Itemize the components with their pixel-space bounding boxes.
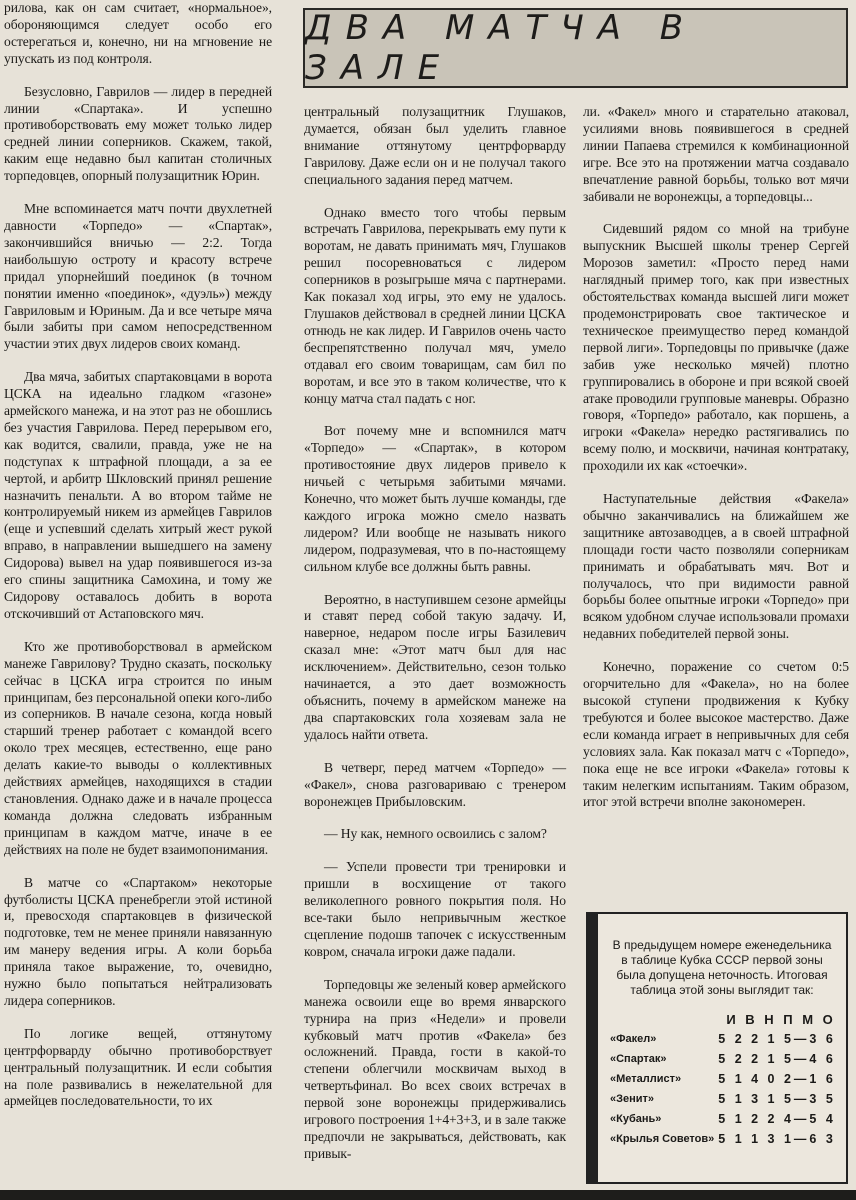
paragraph: Вероятно, в наступившем сезоне армейцы и ставят перед собой такую задачу. И, наверное, недаром после игры Базилевич сказал мне: «Этот матч был для нас исключением». Действительно, сезон только начинается, а это дает возможность объяснить, почему в армейском манеже на два спартаковских гола хозяевам зала не удалось найти ответа. bbox=[304, 591, 566, 742]
paragraph: Сидевший рядом со мной на трибуне выпускник Высшей школы тренер Сергей Морозов заметил: «Просто перед нами наглядный пример того, как при известных обстоятельствах команда высшей лиги может продемонстрировать свое тактическое и техническое преимущество перед командой первой лиги». Торпедовцы по привычке (даже забив уже несколько мячей) плотно группировались в обороне и при всякой своей атаке проводили групповые маневры. Образно говоря, «Торпедо» работало, как поршень, а игроки «Факела» нередко растягивались по всему полю, и москвичи, начиная контратаку, проходили их как «стоечки». bbox=[583, 221, 849, 474]
paragraph: По логике вещей, оттянутому центрфорварду обычно противоборствует центральный полузащитник. И если события на поле развивались в нежелательной для армейцев последовательности, то их bbox=[4, 1025, 272, 1109]
standings-row bbox=[608, 1109, 838, 1129]
team-name: «Зенит» bbox=[610, 1093, 655, 1105]
paragraph: ли. «Факел» много и старательно атаковал, усилиями вновь появившегося в средней линии Папаева стремился к комбинационной игре. Все это на протяжении матча создавало впечатление равной борьбы, только вот мячи забивали не воронежцы, а торпедовцы... bbox=[583, 104, 849, 204]
paragraph: — Ну как, немного освоились с залом? bbox=[324, 826, 547, 842]
standings-row bbox=[608, 1049, 838, 1069]
page-bottom-rule bbox=[0, 1190, 856, 1200]
correction-box bbox=[586, 912, 848, 1184]
standings-header-spacer bbox=[608, 1010, 716, 1029]
article-column-3 bbox=[583, 104, 849, 827]
team-stats: 5 2 2 1 5—4 6 bbox=[718, 1052, 836, 1066]
headline: ДВА МАТЧА В ЗАЛЕ bbox=[305, 8, 698, 88]
team-name: «Металлист» bbox=[610, 1073, 682, 1085]
team-name: «Крылья Советов» bbox=[610, 1133, 715, 1145]
paragraph: центральный полузащитник Глушаков, думается, обязан был уделить главное внимание оттянутому центрфорварду Гаврилову. Даже если он и не получал такого специального задания перед матчем. bbox=[304, 104, 566, 187]
standings-header: И В Н П М О bbox=[726, 1012, 836, 1027]
paragraph: Наступательные действия «Факела» обычно заканчивались на ближайшем же защитнике автозаводцев, а в своей штрафной площади гости часто позволяли соперникам принимать и обрабатывать мяч. Вот и получалось, что при видимости равной борьбы более опытные игроки «Торпедо» при всяком удобном случае использовали промахи недавних победителей первой зоны. bbox=[583, 491, 849, 642]
article-column-2 bbox=[304, 104, 566, 1179]
team-stats: 5 1 2 2 4—5 4 bbox=[718, 1112, 836, 1126]
paragraph: Конечно, поражение со счетом 0:5 огорчительно для «Факела», но на более высокой ступени продвижения к Кубку требуются и более высокое мастерство. Даже если команда играет в непривычных для себя условиях зала. Как показал матч с «Торпедо», пока еще не все игроки «Факела» готовы к таким нелегким испытаниям. Таким образом, итог этой встречи вполне закономерен. bbox=[583, 659, 849, 810]
paragraph: В матче со «Спартаком» некоторые футболисты ЦСКА пренебрегли этой истиной и, превосходя спартаковцев в физической подготовке, тем не менее приняли навязанную им манеру ведения игры. А коли борьба приняла такое выражение, то, очевидно, нужно было попытаться нейтрализовать лидера соперников. bbox=[4, 874, 272, 1008]
team-stats: 5 1 3 1 5—3 5 bbox=[718, 1092, 836, 1106]
headline-box bbox=[303, 8, 848, 88]
team-stats: 5 1 4 0 2—1 6 bbox=[718, 1072, 836, 1086]
team-name: «Факел» bbox=[610, 1033, 657, 1045]
paragraph: рилова, как он сам считает, «нормальное», обороняющимся следует особо его остерегаться и, конечно, ни на мгновение не упускать из под контроля. bbox=[4, 0, 272, 66]
standings-row bbox=[608, 1129, 838, 1149]
paragraph: Торпедовцы же зеленый ковер армейского манежа освоили еще во время январского турнира на приз «Недели» и провели кубковый матч против «Факела» без осложнений. Правда, гости в какой-то степени облегчили москвичам выход в четвертьфинал. Во всех своих встречах в первой зоне воронежцы придерживались игрового построения 1+4+3+3, и в зале также предпочли не закрываться, действовать, как привык- bbox=[304, 976, 566, 1161]
paragraph: Кто же противоборствовал в армейском манеже Гаврилову? Трудно сказать, поскольку сейчас в ЦСКА игра строится по иным принципам, без персональной опеки кого-либо из соперников. В начале сезона, когда новый старший тренер работает с командой всего около трех месяцев, естественно, еще рано делать какие-то выводы о коллективных действиях армейцев, находящихся в стадии становления. Однако даже и в начале процесса команда должна следовать избранным принципам в каждом матче, иначе в ее действиях на поле не будет взаимопонимания. bbox=[4, 638, 272, 857]
paragraph: В четверг, перед матчем «Торпедо» — «Факел», снова разговариваю с тренером воронежцев Прибыловским. bbox=[304, 759, 566, 809]
correction-text: В предыдущем номере еженедельника в таблице Кубка СССР первой зоны была допущена неточность. Итоговая таблица этой зоны выглядит так: bbox=[612, 938, 832, 997]
team-name: «Кубань» bbox=[610, 1113, 662, 1125]
standings-table bbox=[608, 1010, 838, 1149]
standings-row bbox=[608, 1029, 838, 1049]
standings-row bbox=[608, 1089, 838, 1109]
paragraph: Вот почему мне и вспомнился матч «Торпедо» — «Спартак», в котором противостояние двух лидеров привело к ничьей с четырьмя забитыми мячами. Конечно, что может быть лучше команды, где каждого игрока можно смело назвать лидером? Или вообще не называть никого лидером, подразумевая, что в по-настоящему сильном клубе все должны быть равны. bbox=[304, 423, 566, 574]
team-name: «Спартак» bbox=[610, 1053, 667, 1065]
article-column-1 bbox=[4, 0, 272, 1126]
team-stats: 5 2 2 1 5—3 6 bbox=[718, 1032, 836, 1046]
paragraph: Два мяча, забитых спартаковцами в ворота ЦСКА на идеально гладком «газоне» армейского манежа, и на этот раз не обошлись без участия Гаврилова. Перед перерывом его, как водится, свалили, правда, уже не на подступах к штрафной площади, а за ее чертой, и арбитр Шкловский принял решение назначить пенальти. А во втором тайме не контролируемый никем из армейцев Гаврилов (еще и успевший сделать хитрый жест рукой вправо, в направлении вышедшего на замену Сидорова) вывел на удар появившегося из-за его спины защитника Самохина, и тому же Сидорову оставалось добить в ворота отскочивший от Астаповского мяч. bbox=[4, 369, 272, 621]
standings-row bbox=[608, 1069, 838, 1089]
paragraph: Мне вспоминается матч почти двухлетней давности «Торпедо» — «Спартак», закончившийся вничью — 2:2. Тогда наибольшую остроту и красоту встрече придал упорнейший поединок (в точном понятии именно «поединок», «дуэль») между Гавриловым и Юриным. Да и все четыре мяча были забиты при самом непосредственном участии этих двух лидеров своих команд. bbox=[4, 201, 272, 352]
standings-header-row bbox=[608, 1010, 838, 1029]
paragraph: Однако вместо того чтобы первым встречать Гаврилова, перекрывать ему пути к воротам, не давать принимать мяч, Глушаков решил посоревноваться с лидером соперников в розыгрыше мяча с партнерами. Как показал ход игры, это ему не удалось. Глушаков действовал в средней линии ЦСКА отнюдь не как лидер. И Гаврилов очень часто беспрепятственно получал мяч, умело отдавал его своим товарищам, сам бил по воротам, и все это в таком количестве, что к концу матча стал падать с ног. bbox=[304, 204, 566, 406]
paragraph: Безусловно, Гаврилов — лидер в передней линии «Спартака». И успешно противоборствовать ему может только лидер средней линии соперников. Скажем, такой, каким еще недавно был капитан столичных торпедовцев, опорный полузащитник Юрин. bbox=[4, 83, 272, 184]
paragraph: — Успели провести три тренировки и пришли в восхищение от такого великолепного ровного покрытия поля. Но все-таки было непривычным жесткое сцепление подошв тапочек с искусственным ковром, сначала игроки даже падали. bbox=[304, 859, 566, 959]
team-stats: 5 1 1 3 1—6 3 bbox=[718, 1132, 836, 1146]
